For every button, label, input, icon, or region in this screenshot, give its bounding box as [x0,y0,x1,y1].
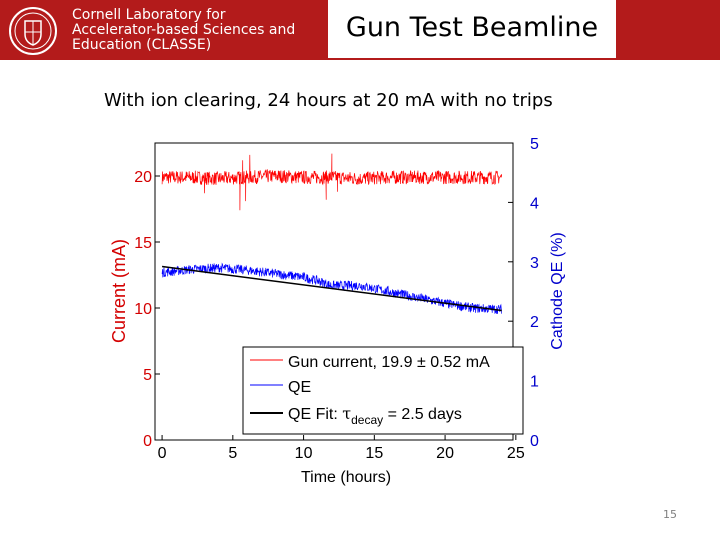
x-tick-label: 10 [294,445,313,462]
org-line-2: Accelerator-based Sciences and [72,22,296,38]
y-right-tick-label: 1 [530,373,539,391]
x-tick-label: 0 [157,445,167,462]
series-gun-current-line [162,154,502,211]
org-line-1: Cornell Laboratory for [72,7,226,23]
slide-title: Gun Test Beamline [345,12,599,43]
legend-fit-symbol: τ [342,404,352,423]
x-tick-label: 5 [228,445,238,462]
y-left-tick-label: 10 [134,301,152,318]
organization-name [72,8,295,53]
x-axis-label: Time (hours) [300,469,392,486]
y-axis-right-label: Cathode QE (%) [549,232,566,350]
y-right-tick-label: 0 [530,433,539,450]
title-box [328,0,616,60]
university-seal-logo [8,6,58,56]
legend [243,347,523,434]
y-right-tick-label: 2 [530,314,539,332]
y-right-tick-label: 4 [530,195,539,213]
x-tick-label: 25 [506,445,525,462]
legend-fit-suffix: = 2.5 days [383,406,462,423]
y-left-tick-label: 15 [134,235,152,252]
chart [100,130,600,490]
y-left-tick-label: 20 [134,169,152,186]
legend-fit-prefix: QE Fit: [288,406,343,423]
series-layer [162,154,502,314]
y-axis-left-label: Current (mA) [109,238,129,344]
org-line-3: Education (CLASSE) [72,37,212,53]
y-right-tick-label: 5 [530,136,539,153]
page-number: 15 [663,508,677,521]
legend-current-label: Gun current, 19.9 ± 0.52 mA [288,354,490,371]
x-tick-label: 15 [365,445,384,462]
legend-fit-subscript: decay [351,413,384,427]
x-tick-label: 20 [436,445,454,462]
y-left-tick-label: 0 [143,433,152,450]
y-left-tick-label: 5 [143,367,152,384]
header-bar [0,0,720,60]
legend-qe-label: QE [288,379,312,396]
y-right-tick-label: 3 [530,254,539,272]
series-qe-fit-line [162,267,502,311]
slide-subtitle: With ion clearing, 24 hours at 20 mA with no trips [104,90,553,111]
